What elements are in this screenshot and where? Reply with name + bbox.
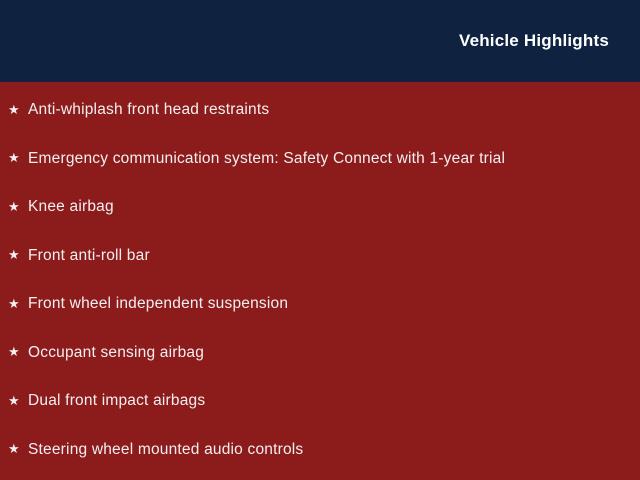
list-item: [0, 344, 640, 362]
list-item: [0, 247, 640, 265]
star-icon: ★: [8, 295, 20, 311]
star-icon: ★: [8, 441, 20, 457]
highlights-list: [0, 82, 640, 480]
list-item: [0, 392, 640, 410]
highlight-text: Front anti-roll bar: [28, 246, 150, 264]
page-title: Vehicle Highlights: [458, 31, 609, 50]
highlight-text: Occupant sensing airbag: [28, 343, 205, 361]
star-icon: ★: [8, 392, 20, 408]
highlight-text: Dual front impact airbags: [28, 392, 206, 410]
card-header: [0, 0, 640, 82]
star-icon: ★: [8, 344, 20, 360]
star-icon: ★: [8, 247, 20, 263]
highlight-text: Front wheel independent suspension: [28, 295, 289, 313]
star-icon: ★: [8, 150, 20, 166]
list-item: [0, 150, 640, 168]
highlight-text: Anti-whiplash front head restraints: [28, 101, 270, 119]
star-icon: ★: [8, 101, 20, 117]
highlight-text: Emergency communication system: Safety Connect with 1-year trial: [28, 149, 506, 167]
list-item: [0, 198, 640, 216]
list-item: [0, 441, 640, 459]
list-item: [0, 101, 640, 119]
highlight-text: Knee airbag: [28, 198, 114, 216]
star-icon: ★: [8, 198, 20, 214]
list-item: [0, 295, 640, 313]
highlight-text: Steering wheel mounted audio controls: [28, 440, 304, 458]
